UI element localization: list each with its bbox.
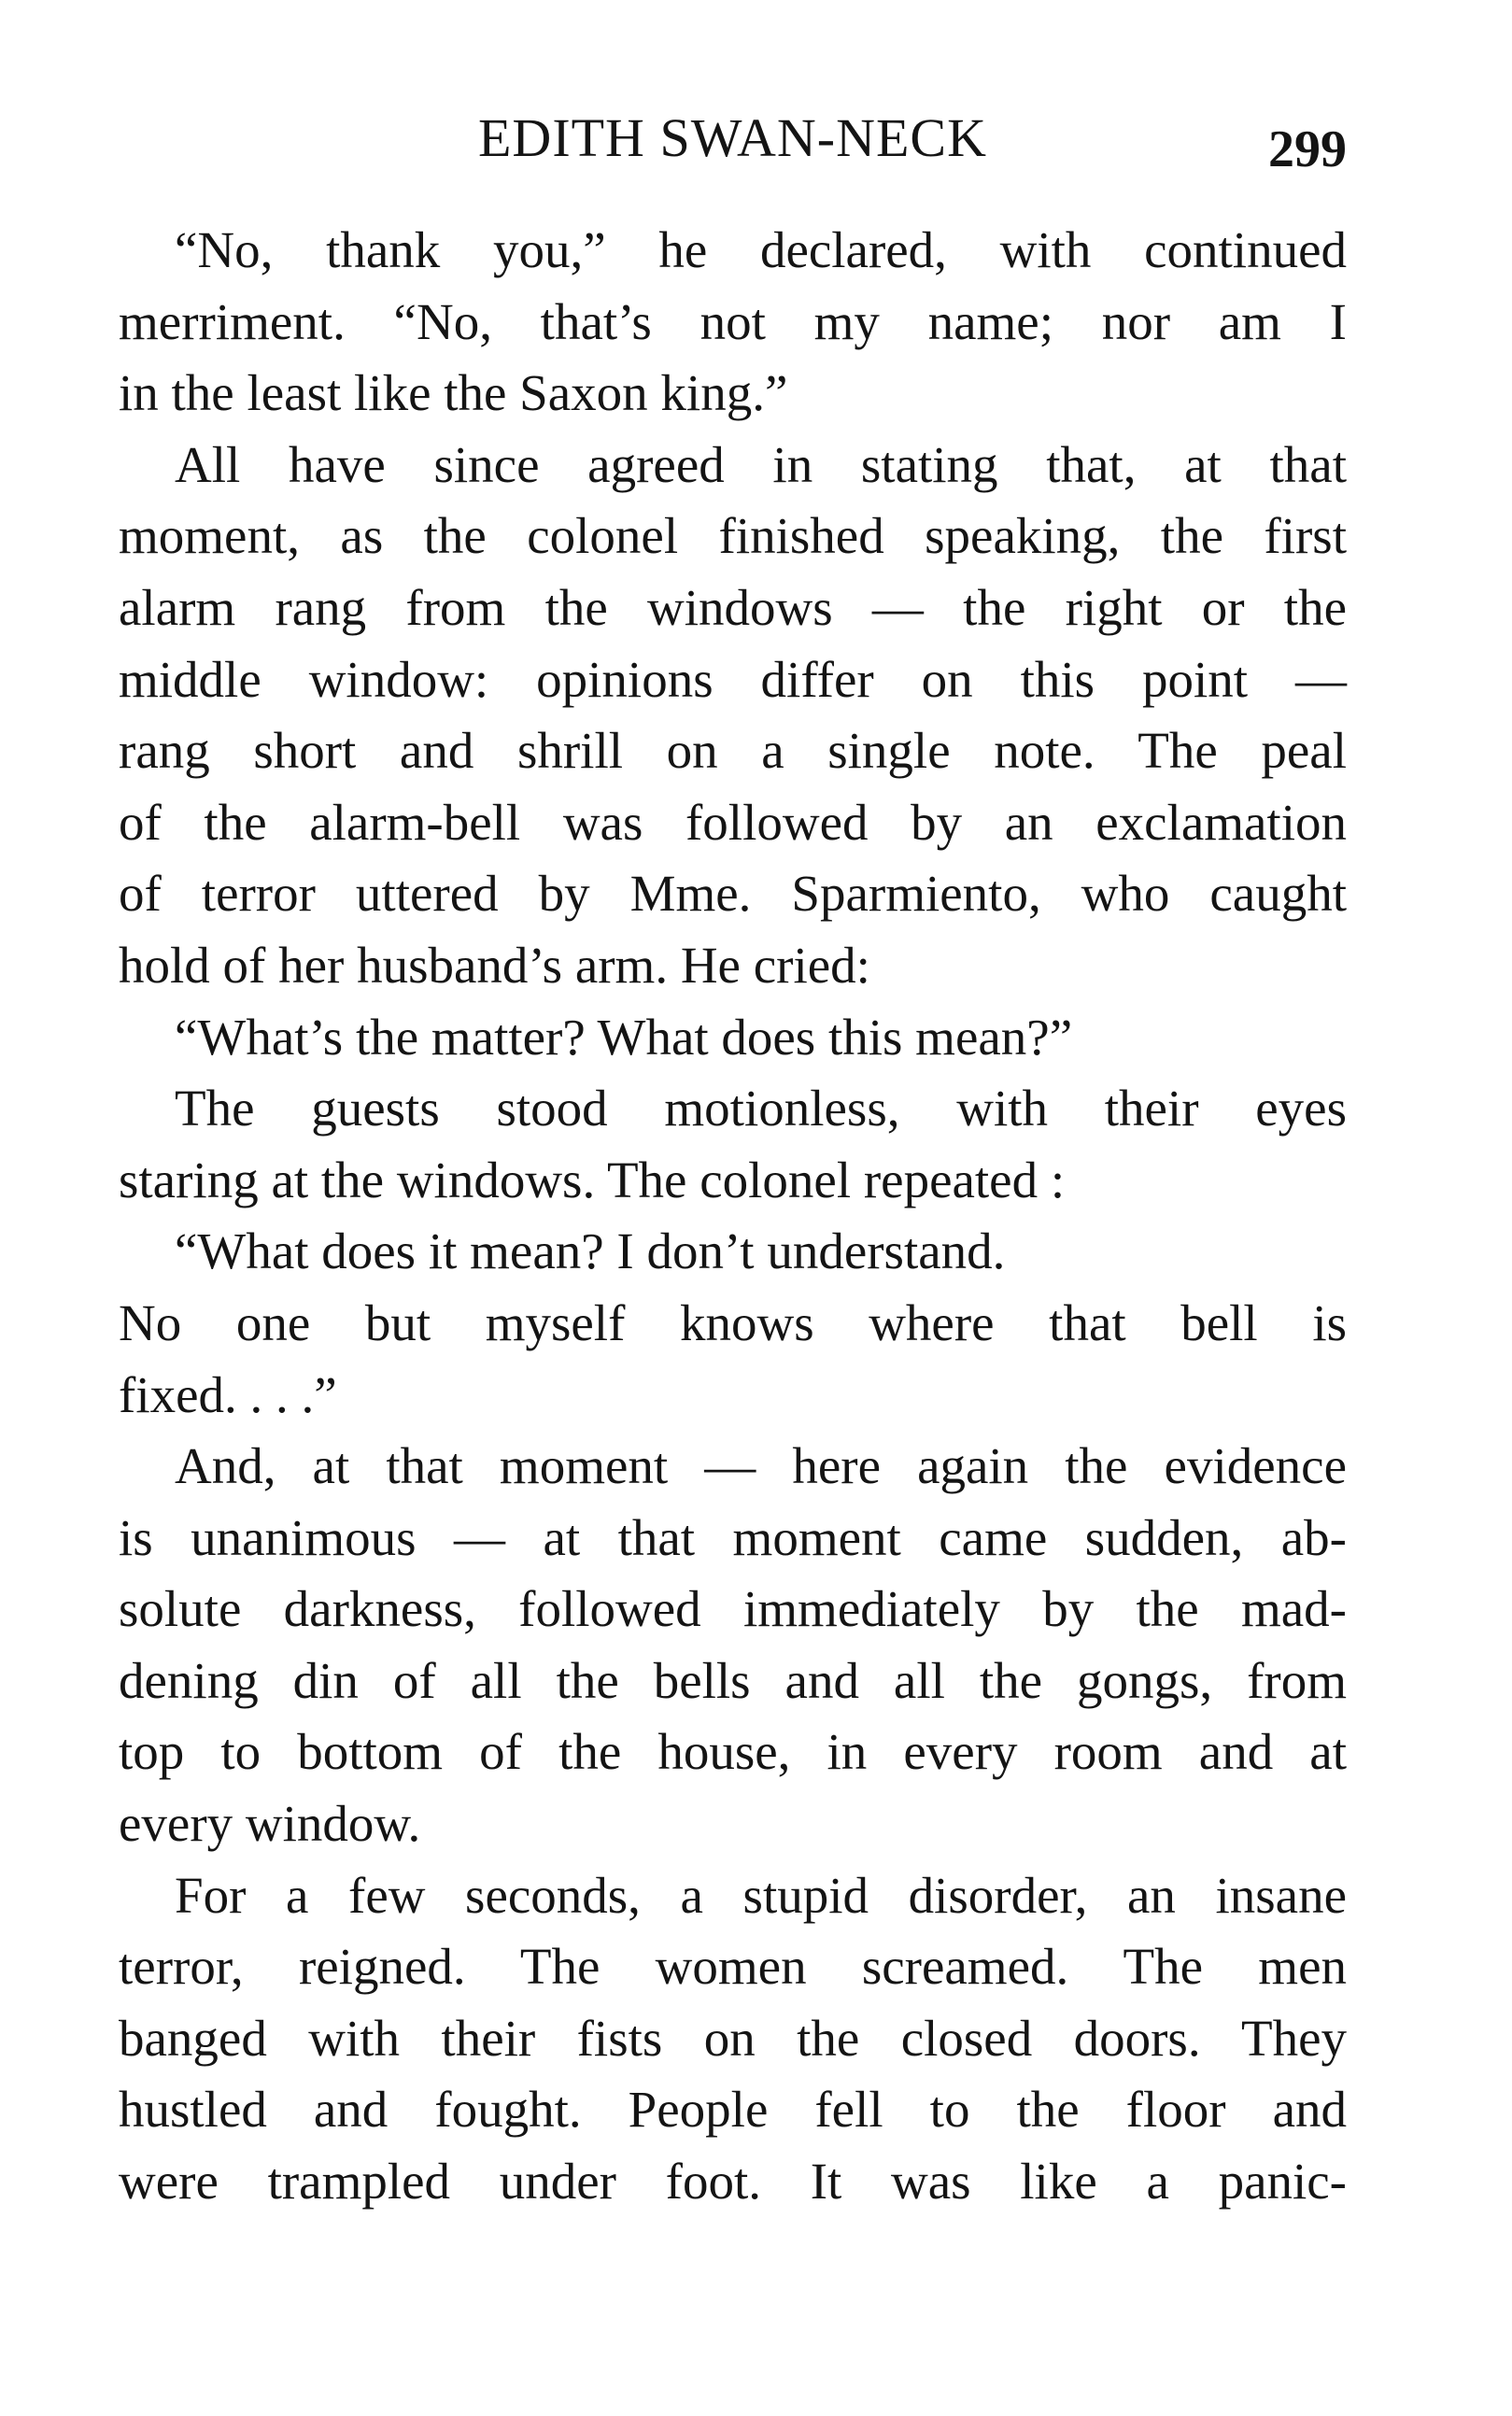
text-line: moment, as the colonel finished speaking, the first [119, 507, 1347, 565]
running-title: EDITH SWAN-NECK [478, 107, 987, 168]
text-line: of the alarm-bell was followed by an exclamation [119, 793, 1347, 851]
text-line: hold of her husband’s arm. He cried: [119, 936, 870, 994]
text-line: terror, reigned. The women screamed. The men [119, 1938, 1347, 1996]
text-line: fixed. . . .” [119, 1365, 337, 1423]
paragraph-7 [119, 1860, 1347, 2218]
text-line: For a few seconds, a stupid disorder, an insane [175, 1866, 1347, 1924]
paragraph-5 [119, 1216, 1347, 1431]
text-line: were trampled under foot. It was like a panic- [119, 2153, 1347, 2211]
text-line: And, at that moment — here again the evidence [175, 1437, 1347, 1495]
text-line: “No, thank you,” he declared, with continued [175, 221, 1347, 278]
text-line: hustled and fought. People fell to the floor and [119, 2081, 1347, 2139]
text-line: middle window: opinions differ on this point — [119, 650, 1347, 708]
body-text [119, 215, 1347, 2218]
text-line: “What does it mean? I don’t understand. [175, 1222, 1006, 1280]
paragraph-4 [119, 1073, 1347, 1216]
text-line: dening din of all the bells and all the gongs, from [119, 1651, 1347, 1709]
paragraph-3 [119, 1002, 1347, 1074]
text-line: No one but myself knows where that bell is [119, 1293, 1347, 1351]
paragraph-6 [119, 1431, 1347, 1860]
page-header [119, 101, 1347, 185]
text-line: top to bottom of the house, in every room and at [119, 1723, 1347, 1781]
text-line: alarm rang from the windows — the right or the [119, 578, 1347, 636]
paragraph-2 [119, 430, 1347, 1002]
text-line: in the least like the Saxon king.” [119, 364, 788, 422]
text-line: The guests stood motionless, with their eyes [175, 1080, 1347, 1137]
text-line: of terror uttered by Mme. Sparmiento, who caught [119, 865, 1347, 923]
text-line: solute darkness, followed immediately by the mad- [119, 1580, 1347, 1638]
paragraph-1 [119, 215, 1347, 430]
text-line: All have since agreed in stating that, at that [175, 435, 1347, 493]
text-line: rang short and shrill on a single note. The peal [119, 722, 1347, 780]
page-number: 299 [1268, 120, 1347, 178]
text-line: is unanimous — at that moment came sudden, ab- [119, 1508, 1347, 1566]
text-line: staring at the windows. The colonel repeated : [119, 1151, 1066, 1208]
text-line: merriment. “No, that’s not my name; nor am I [119, 292, 1347, 350]
text-line: every window. [119, 1795, 421, 1853]
text-line: “What’s the matter? What does this mean?” [175, 1008, 1073, 1066]
text-line: banged with their fists on the closed doors. They [119, 2009, 1347, 2067]
